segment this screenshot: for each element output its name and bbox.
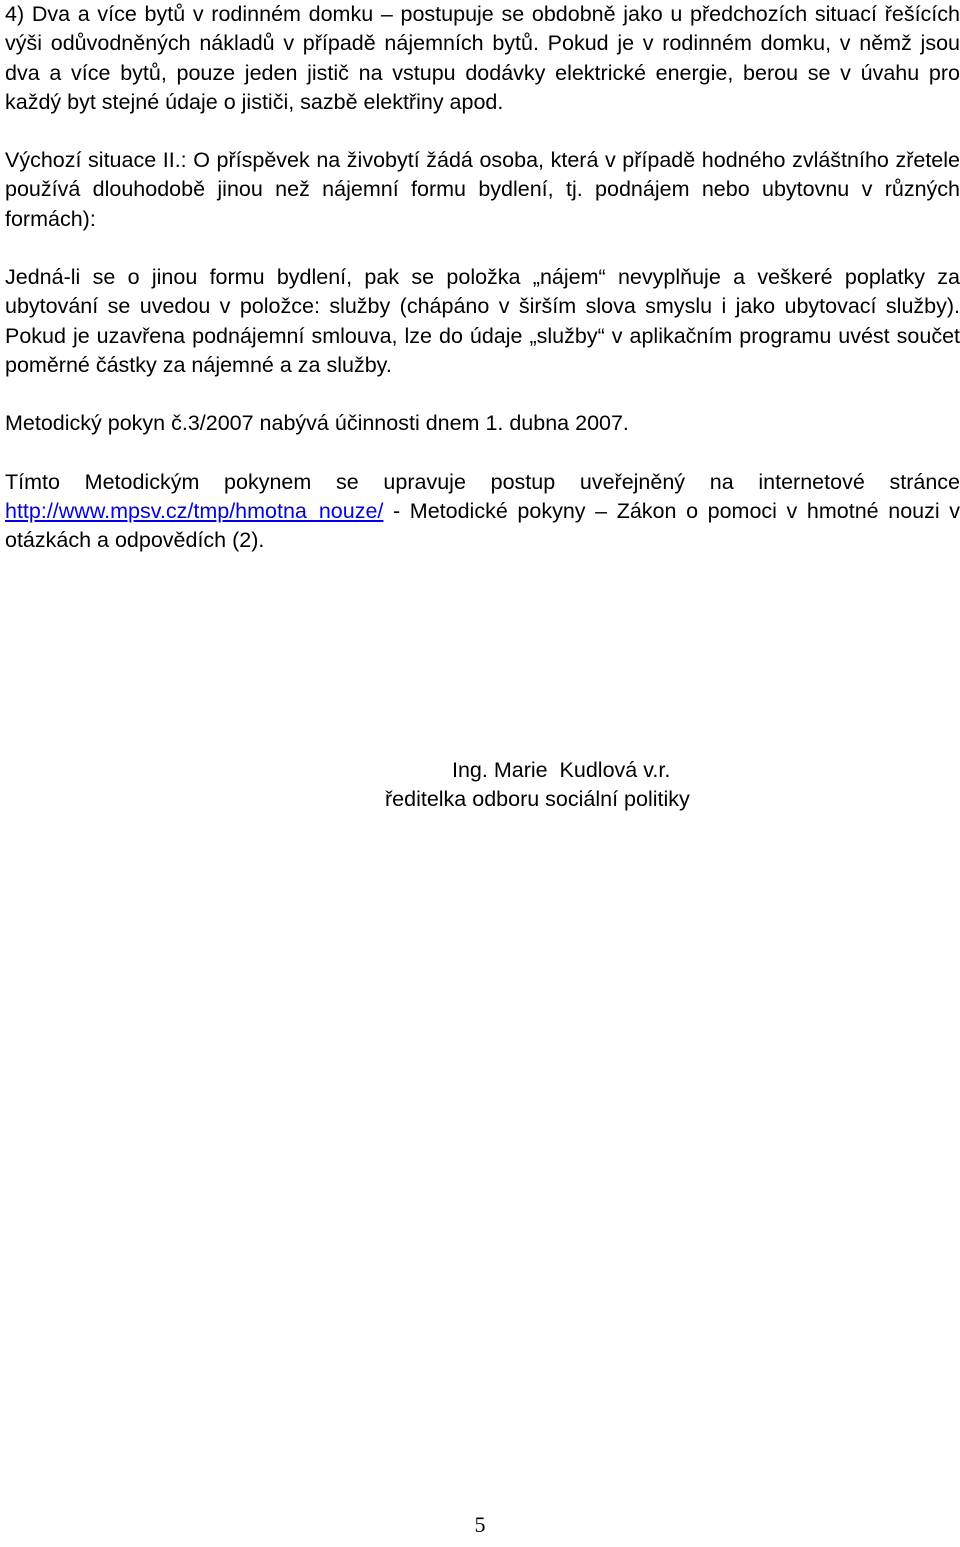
paragraph-update-notice (5, 468, 960, 556)
paragraph-effective-date: Metodický pokyn č.3/2007 nabývá účinnosti dnem 1. dubna 2007. (5, 411, 629, 436)
mpsv-link[interactable]: http://www.mpsv.cz/tmp/hmotna_nouze/ (5, 498, 384, 523)
paragraph-other-housing: Jedná-li se o jinou formu bydlení, pak se položka „nájem“ nevyplňuje a veškeré poplatky za ubytování se uvedou v položce: služby (chápáno v širším slova smyslu i jako ubytovací služby). Pokud je uzavřena podnájemní smlouva, lze do údaje „služby“ v aplikačním programu uvést součet poměrné částky za nájemné a za služby. (5, 265, 960, 377)
page-number: 5 (474, 1512, 486, 1537)
signatory-role: ředitelka odboru sociální politiky (385, 787, 690, 811)
update-text-after-link: - Metodické pokyny – Zákon o pomoci v hmotné nouzi v otázkách a odpovědích (2). (5, 498, 960, 553)
update-text-before-link: Tímto Metodickým pokynem se upravuje postup uveřejněný na internetové stránce (5, 469, 960, 494)
paragraph-dual-flats: 4) Dva a více bytů v rodinném domku – postupuje se obdobně jako u předchozích situací řešících výši odůvodněných nákladů v případě nájemních bytů. Pokud je v rodinném domku, v němž jsou dva a více bytů, pouze jeden jistič na vstupu dodávky elektrické energie, berou se v úvahu pro každý byt stejné údaje o jističi, sazbě elektřiny apod. (5, 2, 960, 114)
paragraph-situation-two: Výchozí situace II.: O příspěvek na živobytí žádá osoba, která v případě hodného zvláštního zřetele používá dlouhodobě jinou než nájemní formu bydlení, tj. podnájem nebo ubytovnu v různých formách): (5, 148, 960, 231)
signatory-name: Ing. Marie Kudlová v.r. (452, 758, 671, 782)
document-body (5, 0, 960, 584)
